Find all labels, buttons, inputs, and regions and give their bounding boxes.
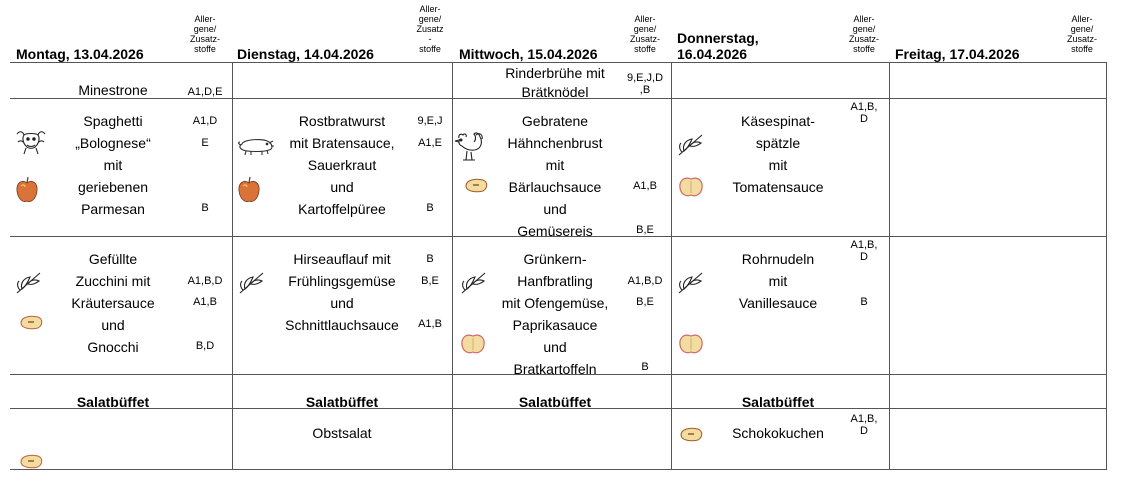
cow-icon [14,128,48,156]
menu2-montag: Gefüllte Zucchini mit Kräutersauce und Gnocchi [71,251,155,355]
menu1-montag-allergen-2: E [201,137,209,149]
apple-slice-icon [678,425,704,443]
menu2-montag-allergen-1: A1,B,D [187,275,223,287]
leaf-icon [237,270,267,296]
menu1-mittwoch-allergen-2: B,E [636,224,654,236]
menu1-dienstag-allergen-2: A1,E [418,137,442,149]
allergen-header-freitag: Aller- gene/ Zusatz- stoffe [1066,14,1098,54]
menu2-donnerstag-allergen-3: B [860,296,868,308]
leaf-icon [676,132,706,158]
menu2-dienstag-allergen-1: B [426,253,434,265]
menu1-mittwoch-allergen-1: A1,B [633,180,657,192]
allergen-header-donnerstag: Aller- gene/ Zusatz- stoffe [848,14,880,54]
salad-montag: Salatbüffet [76,394,150,410]
menu1-dienstag: Rostbratwurst mit Bratensauce, Sauerkraut und Kartoffelpüree [289,113,395,217]
menu2-donnerstag: Rohrnudeln mit Vanillesauce [738,251,818,311]
leaf-icon [459,270,489,296]
apple-slice-icon [18,452,44,470]
salad-dienstag: Salatbüffet [305,394,379,410]
apple-slice-icon [677,333,705,355]
apple-slice-icon [459,333,487,355]
day-header-freitag: Freitag, 17.04.2026 [895,46,1020,62]
rooster-icon [452,130,486,164]
pig-icon [236,136,276,156]
menu2-mittwoch-allergen-3: B [641,361,649,373]
leaf-icon [14,270,44,296]
menu2-dienstag: Hirseauflauf mit Frühlingsgemüse und Schnittlauchsauce [285,251,399,333]
day-header-donnerstag [677,30,759,62]
menu1-dienstag-allergen-3: B [426,202,434,214]
day-header-mittwoch: Mittwoch, 15.04.2026 [459,46,598,62]
salad-mittwoch: Salatbüffet [518,394,592,410]
menu2-montag-allergen-2: A1,B [193,296,217,308]
day-header-dienstag: Dienstag, 14.04.2026 [237,46,374,62]
menu1-dienstag-allergen-1: 9,E,J [417,115,443,127]
soup-mittwoch: Rinderbrühe mit Brätknödel [505,65,605,100]
allergen-header-montag: Aller- gene/ Zusatz- stoffe [189,14,221,54]
apple-slice-icon [677,176,705,198]
soup-mittwoch-allergens: 9,E,J,D ,B [626,72,664,96]
apple-slice-icon [18,313,44,331]
leaf-icon [676,270,706,296]
salad-donnerstag: Salatbüffet [741,394,815,410]
dessert-donnerstag-allergens: A1,B, D [850,413,878,437]
day-header-donnerstag-line2: 16.04.2026 [677,46,748,62]
menu2-mittwoch-allergen-1: A1,B,D [627,275,663,287]
soup-montag: Minestrone [78,82,148,98]
apple-slice-icon [463,176,489,194]
soup-montag-allergens: A1,D,E [187,86,223,98]
menu1-donnerstag: Käsespinat- spätzle mit Tomatensauce [732,113,824,195]
menu2-mittwoch: Grünkern- Hanfbratling mit Ofengemüse, Paprikasauce und Bratkartoffeln [501,251,609,377]
dessert-dienstag: Obstsalat [312,425,372,441]
allergen-header-mittwoch: Aller- gene/ Zusatz- stoffe [629,14,661,54]
apple-icon [14,175,40,205]
menu1-montag: Spaghetti „Bolognese“ mit geriebenen Parmesan [75,113,151,217]
menu1-mittwoch: Gebratene Hähnchenbrust mit Bärlauchsauce und Gemüsereis [507,113,603,239]
menu2-donnerstag-allergens: A1,B, D [850,239,878,263]
dessert-donnerstag: Schokokuchen [732,425,824,441]
menu2-dienstag-allergen-3: A1,B [418,318,442,330]
menu1-donnerstag-allergens: A1,B, D [850,101,878,125]
allergen-header-dienstag: Aller- gene/ Zusatz - stoffe [416,4,444,54]
day-header-montag: Montag, 13.04.2026 [16,46,144,62]
menu1-montag-allergen-3: B [201,202,209,214]
menu2-montag-allergen-3: B,D [195,340,215,352]
menu2-dienstag-allergen-2: B,E [421,275,439,287]
menu2-mittwoch-allergen-2: B,E [636,296,654,308]
apple-icon [236,175,262,205]
day-header-donnerstag-line1: Donnerstag, [677,30,759,46]
menu1-montag-allergen-1: A1,D [192,115,218,127]
